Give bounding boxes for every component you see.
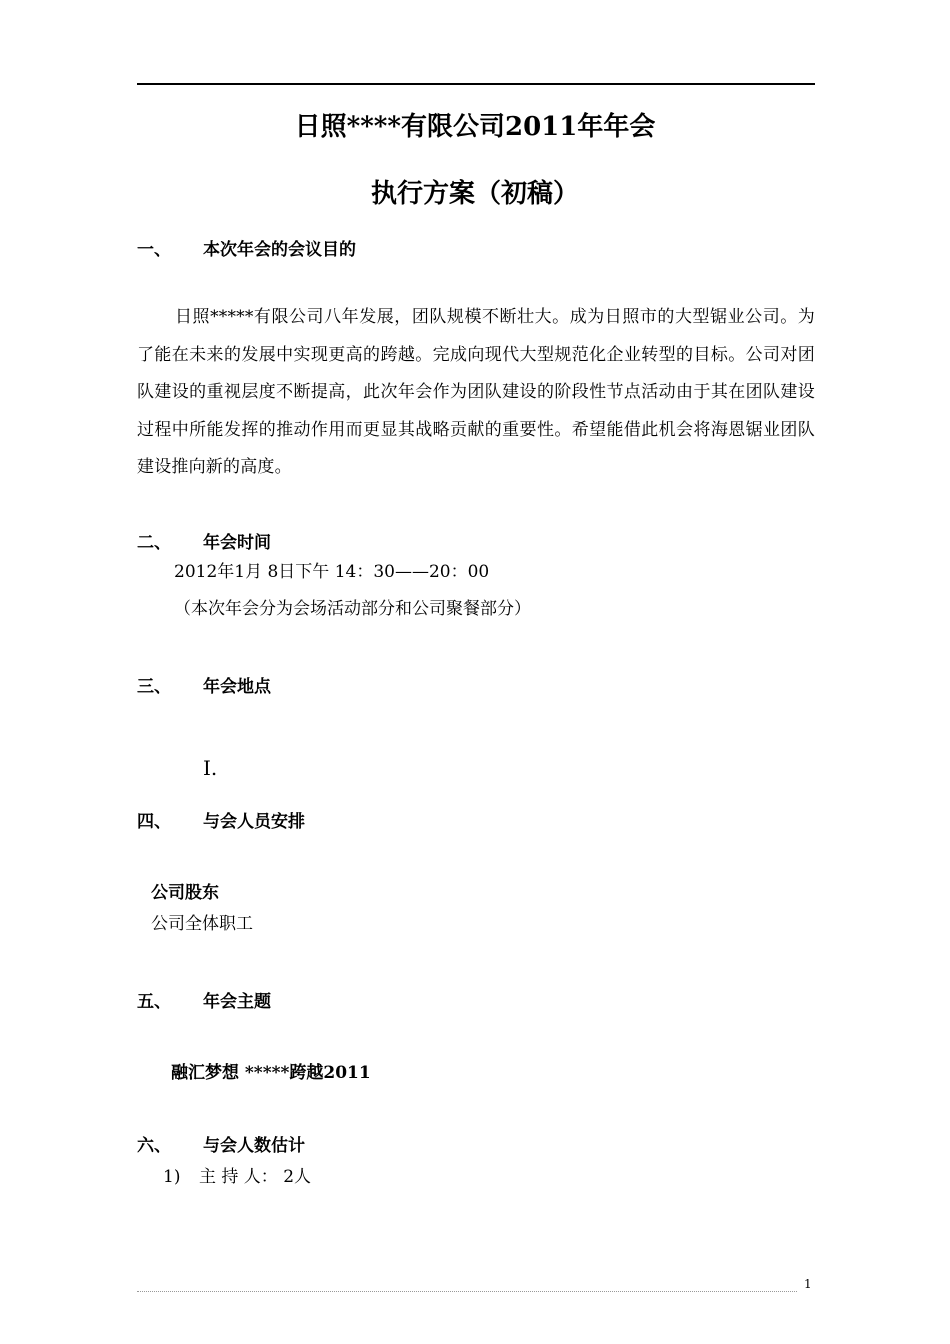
- section-heading-purpose: 本次年会的会议目的: [203, 240, 356, 260]
- header-rule: [137, 83, 815, 85]
- section-number: 四、: [137, 812, 171, 832]
- page-number: 1: [804, 1277, 812, 1291]
- footer-rule: [137, 1291, 797, 1292]
- section-number: 二、: [137, 533, 171, 553]
- section-number: 一、: [137, 240, 171, 260]
- time-line: 2012年1月 8日下午 14：30——20：00: [174, 562, 490, 582]
- location-list-marker: I.: [203, 756, 218, 780]
- attendees-shareholders: 公司股东: [151, 883, 219, 903]
- section-number: 五、: [137, 992, 171, 1012]
- section-heading-location: 年会地点: [203, 677, 271, 697]
- document-title: 日照****有限公司2011年年会: [294, 112, 656, 142]
- time-note: （本次年会分为会场活动部分和公司聚餐部分）: [174, 599, 531, 619]
- purpose-paragraph: 日照*****有限公司八年发展，团队规模不断壮大。成为日照市的大型锯业公司。为了能在未来的发展中实现更高的跨越。完成向现代大型规范化企业转型的目标。公司对团队建设的重视层度不断提高，此次年会作为团队建设的阶段性节点活动由于其在团队建设过程中所能发挥的推动作用而更显其战略贡献的重要性。希望能借此机会将海恩锯业团队建设推向新的高度。: [137, 307, 815, 477]
- document-subtitle: 执行方案（初稿）: [370, 179, 579, 209]
- section-heading-time: 年会时间: [203, 533, 271, 553]
- section-heading-attendees: 与会人员安排: [203, 812, 305, 832]
- theme-text: 融汇梦想 *****跨越2011: [171, 1063, 371, 1083]
- estimate-item-marker: 1): [163, 1167, 181, 1187]
- section-heading-estimate: 与会人数估计: [203, 1136, 305, 1156]
- section-number: 三、: [137, 677, 171, 697]
- section-heading-theme: 年会主题: [203, 992, 271, 1012]
- estimate-item-text: 主 持 人： 2人: [199, 1167, 312, 1187]
- section-number: 六、: [137, 1136, 171, 1156]
- attendees-staff: 公司全体职工: [151, 914, 253, 934]
